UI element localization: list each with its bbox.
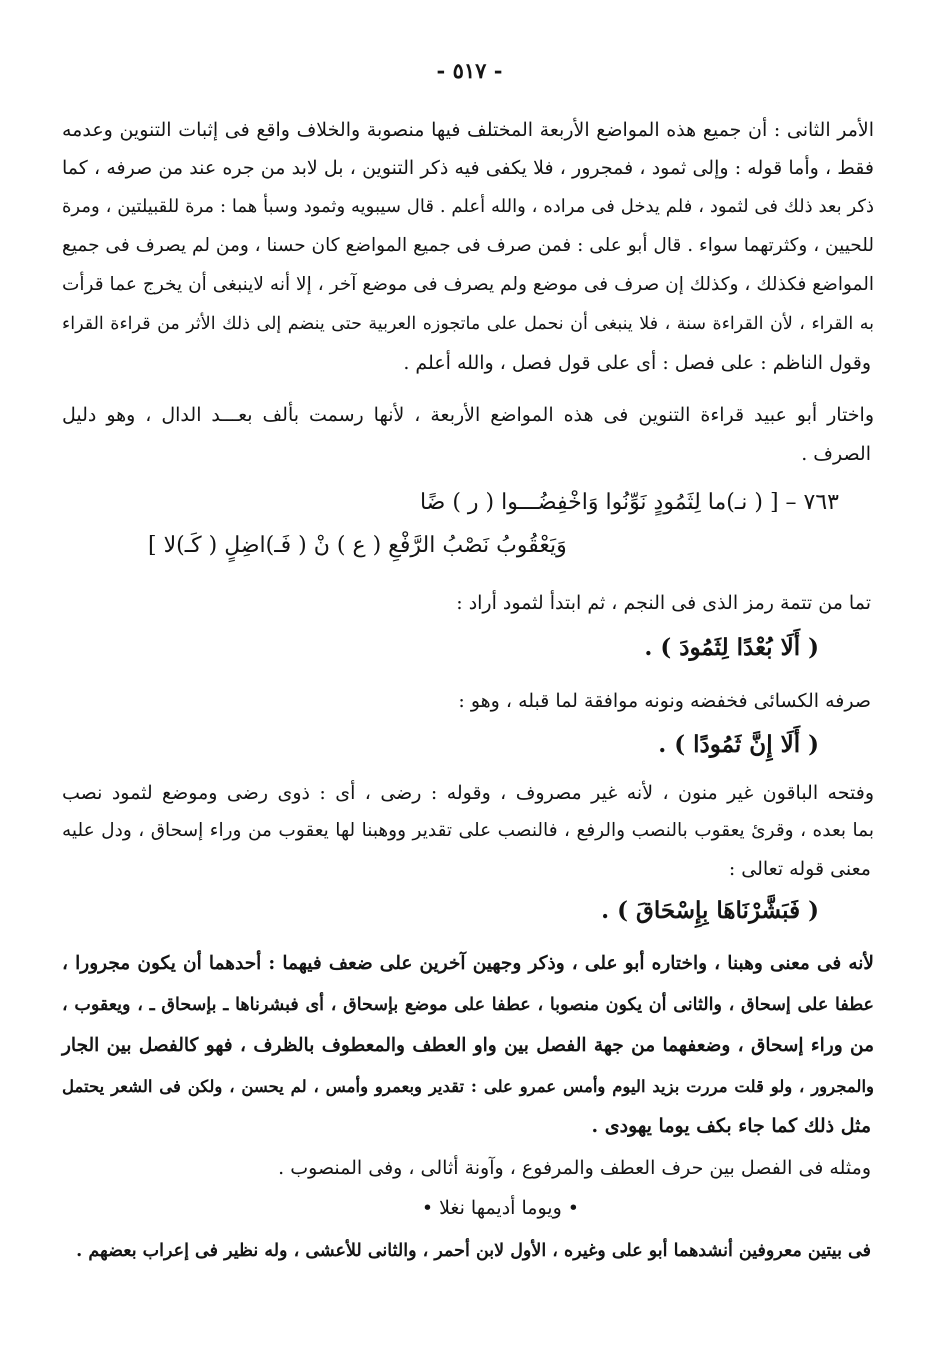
para-1-line-1: الأمر الثانى : أن جميع هذه المواضع الأربعة المختلف فيها منصوبة والخلاف واقع فى إثبات التنوين وعدمه xyxy=(62,119,874,141)
para-5-line-3: معنى قوله تعالى : xyxy=(728,858,871,880)
para-1-line-5: المواضع فكذلك ، وكذلك إن صرف فى موضع ولم يصرف فى موضع آخر ، إلا أنه لاينبغى أن يخرج عما قرأت xyxy=(62,274,874,295)
para-6-line-3: من وراء إسحاق ، وضعفهما من جهة الفصل بين واو العطف والمعطوف بالظرف ، فهو كالفصل بين الجار xyxy=(62,1035,874,1056)
para-1-line-4: للحيين ، وكثرتهما سواء . قال أبو على : فمن صرف فى جميع المواضع كان حسنا ، ومن لم يصرف فى جميع xyxy=(61,235,874,256)
para-1-line-2: فقط ، وأما قوله : وإلى ثمود ، فمجرور ، فلا يكفى فيه ذكر التنوين ، بل لابد من جره عند من صرفه ، كما xyxy=(62,157,874,179)
para-6-line-4: والمجرور ، ولو قلت مررت بزيد اليوم وأمس عمرو على : تقدير وبعمرو وأمس ، لم يحسن ، ولكن فى الشعر يحتمل xyxy=(62,1077,874,1096)
para-1-line-7: وقول الناظم : على فصل : أى على قول فصل ، والله أعلم . xyxy=(403,352,871,374)
verse-763-line-1: ٧٦٣ – [ ( نـ)ما لِثَمُودٍ نَوِّنُوا وَاخْفِضُـــوا ( ر ) ضًا xyxy=(419,490,839,515)
quote-3: ( فَبَشَّرْنَاهَا بِإِسْحَاقَ ) . xyxy=(601,897,819,924)
para-6-line-1: لأنه فى معنى وهبنا ، واختاره أبو على ، وذكر وجهين آخرين على ضعف فيهما : أحدهما أن يكون مجرورا ، xyxy=(62,953,874,974)
para-5-line-1: وفتحه الباقون غير منون ، لأنه غير مصروف ، وقوله : رضى ، أى : ذوى رضى وموضع لثمود نصب xyxy=(62,782,874,804)
para-3-line-1: تما من تتمة رمز الذى فى النجم ، ثم ابتدأ لثمود أراد : xyxy=(456,592,871,614)
para-7-line-2: • ويوما أديمها نغلا • xyxy=(421,1197,579,1219)
quote-1: ( أَلَا بُعْدًا لِثَمُودَ ) . xyxy=(644,634,819,661)
para-2-line-1: واختار أبو عبيد قراءة التنوين فى هذه المواضع الأربعة ، لأنها رسمت بألف بعـــد الدال ، وهو دليل xyxy=(62,404,874,426)
para-7-line-1: ومثله فى الفصل بين حرف العطف والمرفوع ، وآونة أثالى ، وفى المنصوب . xyxy=(278,1157,871,1179)
verse-763-line-2: وَيَعْقُوبُ نَصْبُ الرَّفْعِ ( ع ) نْ ( فَـ)اضِلٍ ( كَـ)لا ] xyxy=(148,533,567,558)
para-6-line-5: مثل ذلك كما جاء بكف يوما يهودى . xyxy=(591,1115,871,1137)
para-6-line-2: عطفا على إسحاق ، والثانى أن يكون منصوبا ، عطفا على موضع بإسحاق ، أى فبشرناها ـ بإسحاق ـ ، ويعقوب ، xyxy=(62,995,874,1015)
para-4-line-1: صرفه الكسائى فخفضه ونونه موافقة لما قبله ، وهو : xyxy=(458,690,871,712)
para-1-line-6: به القراء ، لأن القراءة سنة ، فلا ينبغى أن نحمل على ماتجوزه العربية حتى ينضم إلى ذلك الأثر من قراءة القراء xyxy=(62,314,874,334)
para-2-line-2: الصرف . xyxy=(801,443,871,465)
page-number: - ٥١٧ - xyxy=(436,58,503,83)
para-8-line-1: فى بيتين معروفين أنشدهما أبو على وغيره ، الأول لابن أحمر ، والثانى للأعشى ، وله نظير فى إعراب بعضهم . xyxy=(76,1241,871,1261)
para-5-line-2: بما بعده ، وقرئ يعقوب بالنصب والرفع ، فالنصب على تقدير ووهبنا لها يعقوب من وراء إسحاق ، ودل عليه xyxy=(62,820,874,841)
quote-2: ( أَلَا إِنَّ ثَمُودًا ) . xyxy=(658,731,819,758)
para-1-line-3: ذكر بعد ذلك فى لثمود ، فلم يدخل فى مراده ، والله أعلم . قال سيبويه وثمود وسبأ هما : مرة للقبيلتين ، ومرة xyxy=(62,196,874,217)
